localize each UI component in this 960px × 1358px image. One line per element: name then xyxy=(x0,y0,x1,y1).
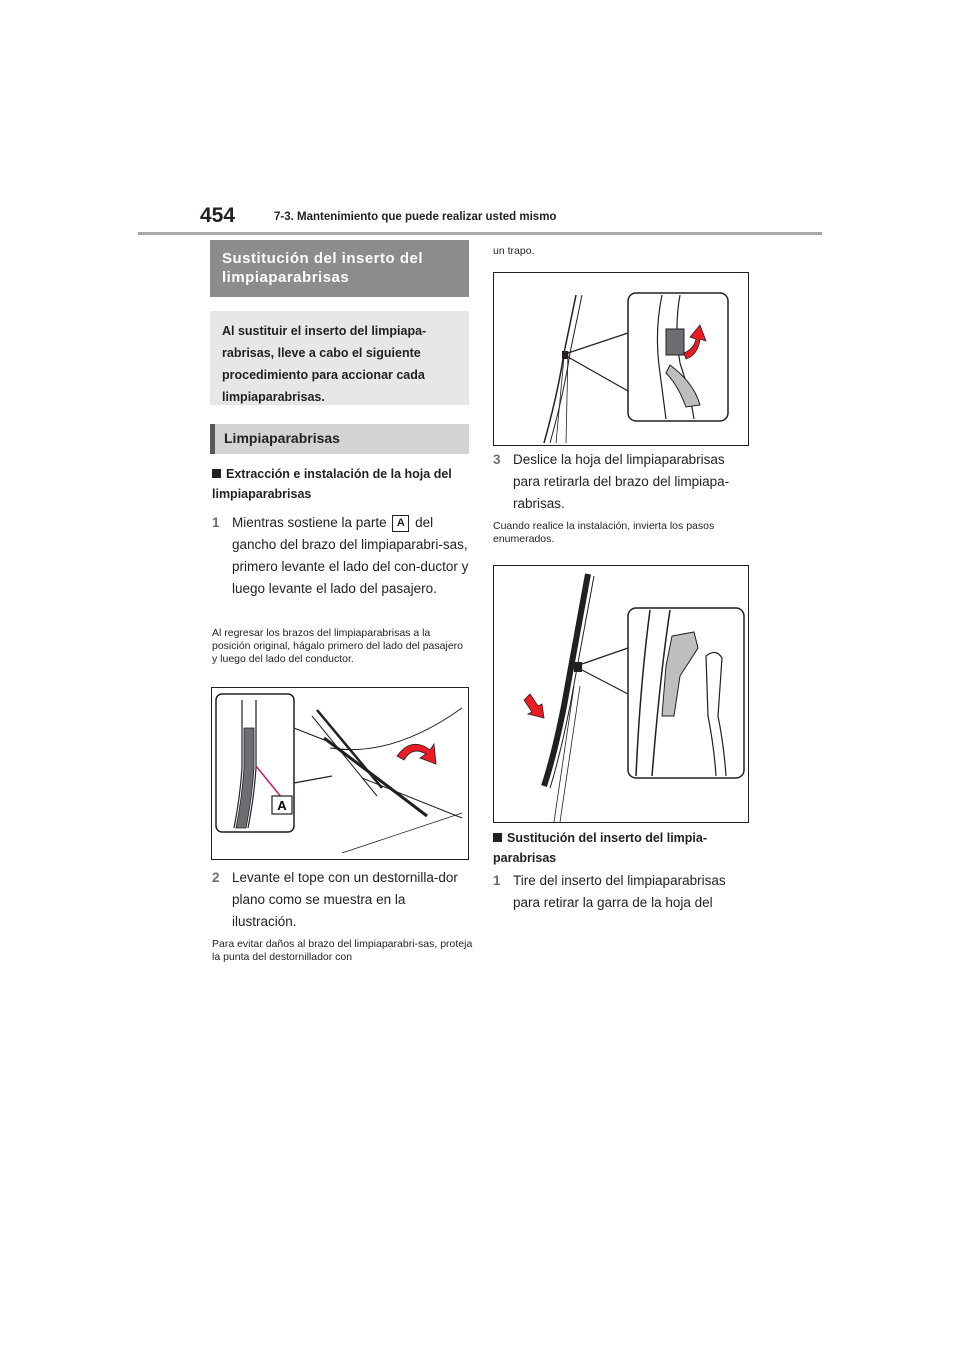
step-text: Levante el tope con un destornilla-dor plano como se muestra en la ilustración. xyxy=(232,870,458,929)
intro-text: Al sustituir el inserto del limpiapa-rabrisas, lleve a cabo el siguiente procedimiento para accionar cada limpiaparabrisas. xyxy=(210,311,469,405)
figure-wiper-arm-hook xyxy=(211,687,469,860)
step-3 xyxy=(493,449,751,515)
subhead-insert-replacement xyxy=(493,828,755,868)
step-number: 3 xyxy=(493,452,501,467)
step-text: Tire del inserto del limpiaparabrisas para retirar la garra de la hoja del xyxy=(513,873,726,910)
figure-stopper-lift xyxy=(493,272,749,446)
step-number: 1 xyxy=(212,515,220,530)
part-a-badge: A xyxy=(392,515,409,532)
square-bullet-icon xyxy=(212,469,221,478)
step-text: Mientras sostiene la parte xyxy=(232,515,387,530)
step-1 xyxy=(212,512,472,600)
square-bullet-icon xyxy=(493,833,502,842)
figure-blade-slide xyxy=(493,565,749,823)
step-4 xyxy=(493,870,751,914)
stopper-illustration xyxy=(494,273,748,445)
figure-label-a: A xyxy=(277,798,287,813)
note-return-arms: Al regresar los brazos del limpiaparabrisas a la posición original, hágalo primero del lado del pasajero y luego del lado del conductor. xyxy=(212,627,463,665)
wiper-arm-illustration xyxy=(212,688,468,859)
note-protect-tip: Para evitar daños al brazo del limpiaparabri-sas, proteja la punta del destornillador con xyxy=(212,938,473,963)
subhead-text: Extracción e instalación de la hoja del limpiaparabrisas xyxy=(212,467,452,501)
step-2 xyxy=(212,867,472,933)
page-number: 454 xyxy=(200,204,236,227)
section-title: Sustitución del inserto del limpiaparabrisas xyxy=(210,240,469,297)
step-number: 1 xyxy=(493,873,501,888)
step-text-cont: del gancho del brazo del limpiaparabri-sas, primero levante el lado del con-ductor y luego levante el lado del pasajero. xyxy=(232,515,469,596)
note-protect-tip-cont: un trapo. xyxy=(493,245,535,257)
note-installation: Cuando realice la instalación, invierta los pasos enumerados. xyxy=(493,520,715,545)
blade-slide-illustration xyxy=(494,566,748,822)
subhead-text: Sustitución del inserto del limpia-parabrisas xyxy=(493,831,708,865)
step-number: 2 xyxy=(212,870,220,885)
section-heading: 7-3. Mantenimiento que puede realizar usted mismo xyxy=(274,211,557,223)
step-text: Deslice la hoja del limpiaparabrisas para retirarla del brazo del limpiapa-rabrisas. xyxy=(513,452,730,511)
header-rule xyxy=(138,232,822,235)
subhead-blade-removal xyxy=(212,464,474,504)
subsection-title: Limpiaparabrisas xyxy=(210,424,469,454)
